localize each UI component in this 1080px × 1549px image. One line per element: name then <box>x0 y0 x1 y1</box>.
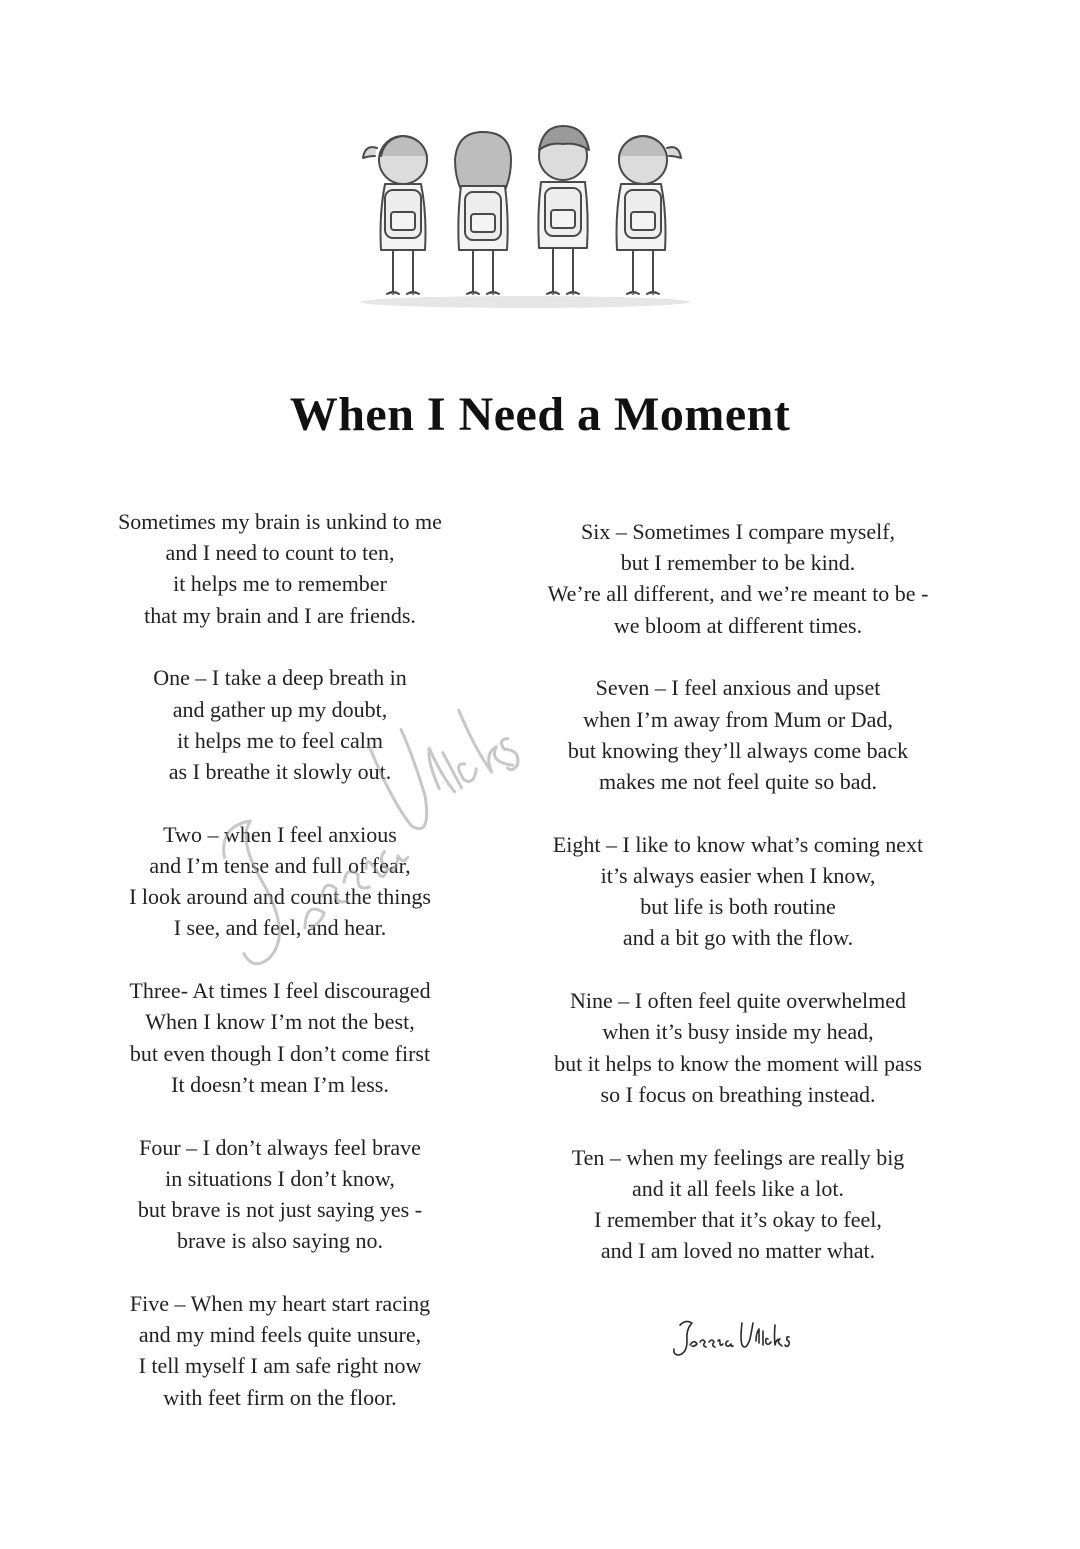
poem-stanza <box>528 985 948 1110</box>
poem-line: Seven – I feel anxious and upset <box>595 675 881 701</box>
poem-line: brave is also saying no. <box>177 1228 383 1254</box>
poem-right-column <box>528 516 948 1298</box>
poem-line: Eight – I like to know what’s coming next <box>552 831 924 857</box>
child-figure <box>363 136 427 294</box>
poem-stanza <box>70 1288 490 1413</box>
poem-line: One – I take a deep breath in <box>153 665 407 691</box>
poem-line: as I breathe it slowly out. <box>168 759 392 785</box>
poem-line: Sometimes my brain is unkind to me <box>118 509 442 534</box>
page-title: When I Need a Moment <box>289 388 791 442</box>
poem-line: and I need to count to ten, <box>165 540 395 566</box>
poem-stanza <box>70 1132 490 1257</box>
poem-line: Four – I don’t always feel brave <box>139 1134 421 1160</box>
poem-stanza <box>70 819 490 944</box>
poem-line: so I focus on breathing instead. <box>600 1081 876 1107</box>
poem-line: and it all feels like a lot. <box>632 1175 844 1201</box>
poem-line: that my brain and I are friends. <box>144 602 416 628</box>
poem-line: and I’m tense and full of fear, <box>149 853 411 879</box>
poem-stanza <box>70 506 490 631</box>
poem-line: and I am loved no matter what. <box>600 1238 876 1264</box>
poem-stanza <box>528 1142 948 1267</box>
poem-line: Six – Sometimes I compare myself, <box>580 519 896 544</box>
poem-line: but knowing they’ll always come back <box>567 737 909 763</box>
poem-line: when it’s busy inside my head, <box>602 1019 874 1045</box>
child-figure <box>617 136 682 294</box>
poem-line: When I know I’m not the best, <box>145 1009 415 1035</box>
poem-line: but even though I don’t come first <box>129 1040 431 1066</box>
poem-stanza <box>528 672 948 797</box>
poem-line: but it helps to know the moment will pass <box>554 1050 922 1076</box>
poem-line: I remember that it’s okay to feel, <box>594 1207 882 1233</box>
poem-line: We’re all different, and we’re meant to be - <box>547 581 929 607</box>
poem-line: it helps me to feel calm <box>177 727 383 753</box>
poem-line: I see, and feel, and hear. <box>173 915 387 941</box>
children-with-backpacks-illustration <box>355 120 695 320</box>
poem-line: it helps me to remember <box>173 571 387 597</box>
poem-stanza <box>528 516 948 641</box>
poem-line: Three- At times I feel discouraged <box>129 978 431 1004</box>
poem-line: makes me not feel quite so bad. <box>599 769 877 795</box>
child-figure <box>455 132 511 294</box>
poem-line: it’s always easier when I know, <box>600 863 876 889</box>
author-signature <box>668 1315 808 1361</box>
poem-stanza <box>70 662 490 787</box>
poem-line: and my mind feels quite unsure, <box>138 1322 422 1348</box>
poem-line: we bloom at different times. <box>613 612 863 638</box>
child-figure <box>538 126 589 294</box>
poem-line: Two – when I feel anxious <box>163 821 397 847</box>
poem-line: in situations I don’t know, <box>165 1165 395 1191</box>
poem-line: Five – When my heart start racing <box>129 1291 431 1317</box>
poem-line: and gather up my doubt, <box>172 696 388 722</box>
poem-stanza <box>528 829 948 954</box>
poem-left-column <box>70 506 490 1444</box>
poem-stanza <box>70 975 490 1100</box>
poem-line: Nine – I often feel quite overwhelmed <box>570 988 906 1014</box>
poem-line: but I remember to be kind. <box>620 550 856 576</box>
poem-line: Ten – when my feelings are really big <box>571 1144 905 1170</box>
poem-line: with feet firm on the floor. <box>163 1384 397 1410</box>
poem-line: It doesn’t mean I’m less. <box>171 1071 389 1097</box>
poem-line: but life is both routine <box>640 894 836 920</box>
poem-line: I tell myself I am safe right now <box>138 1353 422 1379</box>
poem-line: but brave is not just saying yes - <box>137 1197 423 1223</box>
poem-line: I look around and count the things <box>129 884 431 910</box>
poem-line: and a bit go with the flow. <box>622 925 854 951</box>
poem-line: when I’m away from Mum or Dad, <box>583 706 893 732</box>
